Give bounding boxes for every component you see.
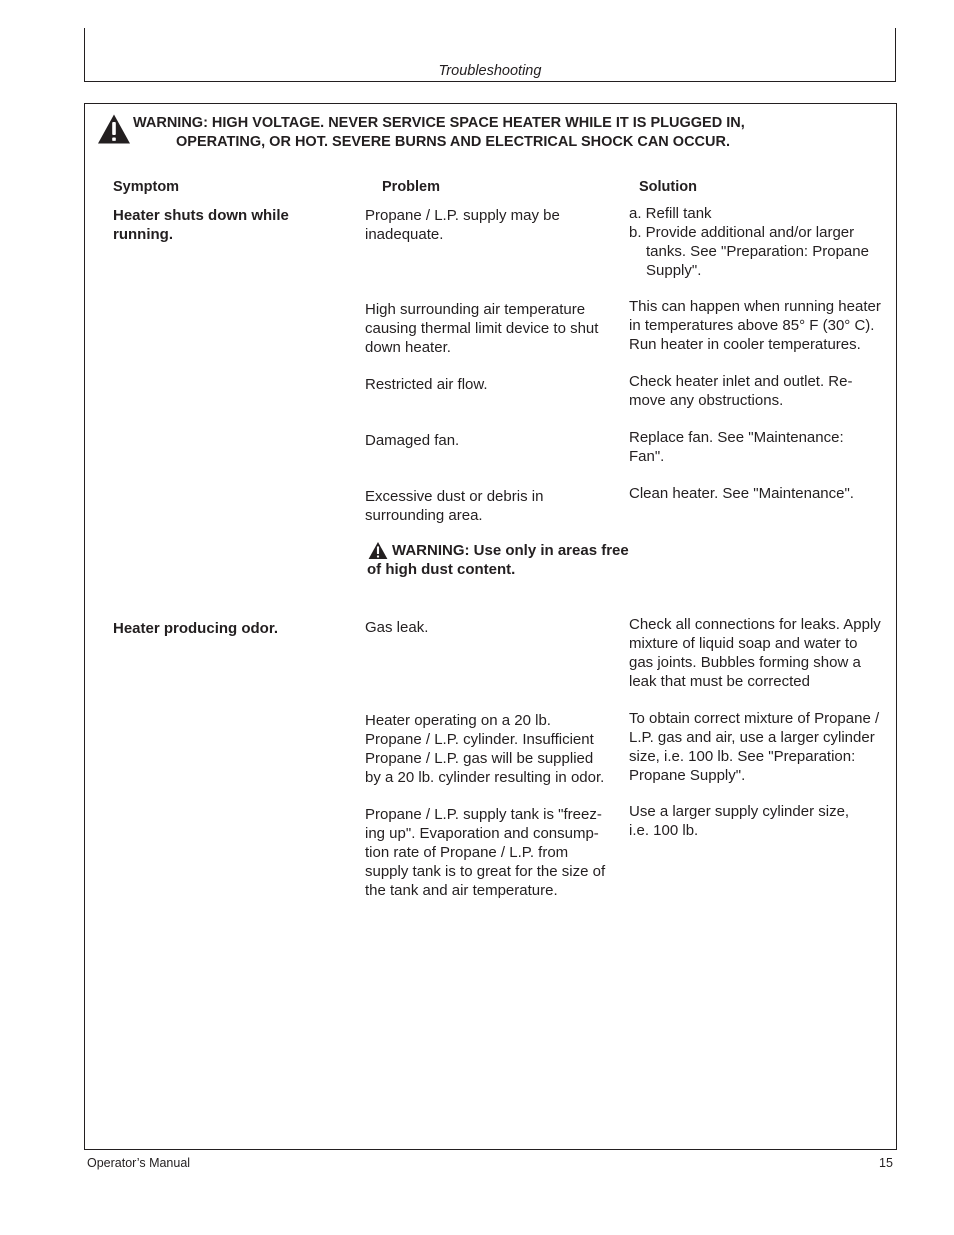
symptom-heater-shuts-down: Heater shuts down while running. — [113, 207, 289, 243]
solution-cell: Replace fan. See "Maintenance: Fan". — [629, 429, 844, 465]
problem-cell: Propane / L.P. supply tank is "freez- ing up". Evaporation and consump- tion rate of Propane / L.P. from supply tank is to great for the size of the tank and air temperature. — [365, 806, 606, 899]
warning-triangle-icon — [97, 113, 131, 145]
problem-cell: Damaged fan. — [365, 432, 460, 449]
column-header-problem: Problem — [382, 179, 441, 195]
warning-line-1: WARNING: HIGH VOLTAGE. NEVER SERVICE SPACE HEATER WHILE IT IS PLUGGED IN, — [133, 115, 745, 131]
solution-cell: Use a larger supply cylinder size, i.e. 100 lb. — [629, 803, 850, 839]
problem-cell: Excessive dust or debris in surrounding area. — [365, 488, 544, 524]
solution-cell: Check heater inlet and outlet. Re- move any obstructions. — [629, 373, 853, 409]
solution-cell: This can happen when running heater in temperatures above 85° F (30° C). Run heater in cooler temperatures. — [629, 298, 881, 353]
footer-manual-title: Operator’s Manual — [87, 1156, 191, 1170]
column-header-symptom: Symptom — [113, 179, 180, 195]
problem-cell: High surrounding air temperature causing thermal limit device to shut down heater. — [365, 301, 599, 356]
problem-cell: Heater operating on a 20 lb. Propane / L.P. cylinder. Insufficient Propane / L.P. gas will be supplied by a 20 lb. cylinder resulting in odor. — [365, 712, 605, 786]
section-title: Troubleshooting — [438, 63, 542, 79]
warning-line-2: OPERATING, OR HOT. SEVERE BURNS AND ELECTRICAL SHOCK CAN OCCUR. — [176, 134, 730, 150]
symptom-heater-producing-odor: Heater producing odor. — [113, 620, 279, 637]
column-header-solution: Solution — [639, 179, 697, 195]
problem-cell: Gas leak. — [365, 619, 429, 636]
problem-cell: Propane / L.P. supply may be inadequate. — [365, 207, 560, 243]
solution-cell: To obtain correct mixture of Propane / L.P. gas and air, use a larger cylinder size, i.e. 100 lb. See "Preparation: Propane Supply". — [629, 710, 880, 784]
inline-warning-line-1: WARNING: Use only in areas free — [392, 542, 629, 559]
solution-cell: Clean heater. See "Maintenance". — [629, 485, 854, 502]
page-number: 15 — [879, 1156, 893, 1170]
solution-cell: a. Refill tank b. Provide additional and/or larger tanks. See "Preparation: Propane Supply". — [629, 205, 869, 279]
solution-cell: Check all connections for leaks. Apply mixture of liquid soap and water to gas joints. Bubbles forming show a leak that must be corrected — [629, 616, 881, 690]
warning-triangle-icon — [368, 541, 388, 560]
problem-cell: Restricted air flow. — [365, 376, 488, 393]
inline-warning-line-2: of high dust content. — [367, 561, 516, 578]
